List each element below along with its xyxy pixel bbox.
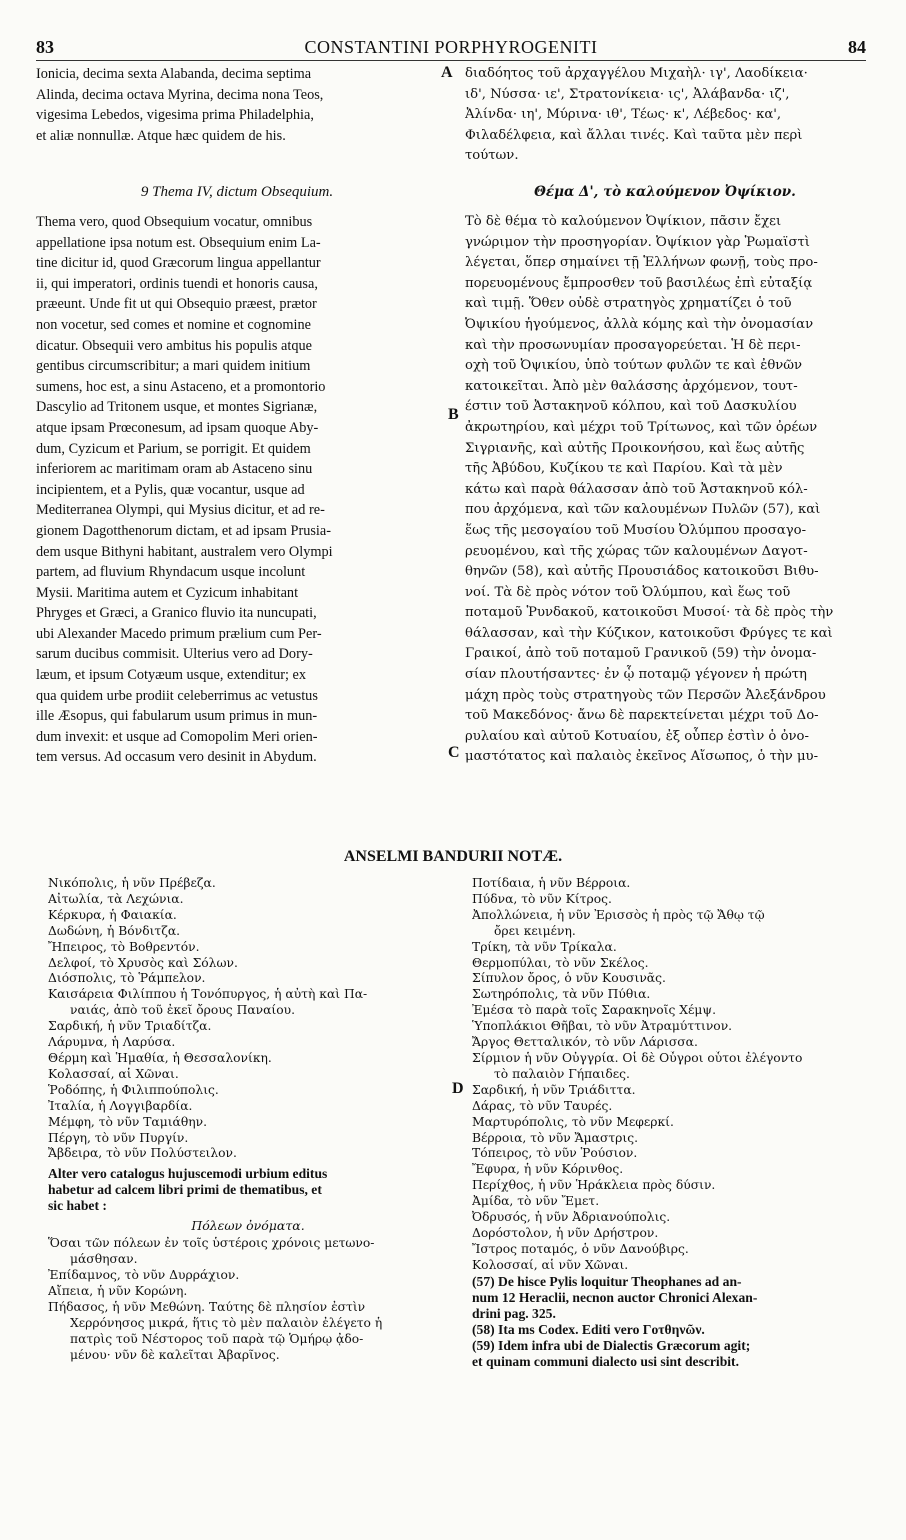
text-line: τὸ παλαιὸν Γήπαιδες. bbox=[494, 1066, 630, 1081]
text-line: Thema vero, quod Obsequium vocatur, omnibus bbox=[36, 214, 313, 230]
text-line: Σαρδική, ἡ νῦν Τριάδιττα. bbox=[472, 1082, 636, 1097]
text-line: Φιλαδέλφεια, καὶ ἄλλαι τινές. Καὶ ταῦτα μὲν περὶ bbox=[465, 127, 803, 143]
text-line: læum, et ipsum Cotyæum usque, extenditur; ex bbox=[36, 667, 307, 684]
text-line: Ἄργος Θετταλικόν, τὸ νῦν Λάρισσα. bbox=[472, 1035, 698, 1050]
text-line: atque ipsam Prœconesum, ad ipsam quoque Aby- bbox=[36, 419, 319, 436]
text-line: Κολασσαί, αἱ Χῶναι. bbox=[48, 1066, 179, 1081]
text-line: tine dicitur id, quod Græcorum lingua appellantur bbox=[36, 255, 321, 272]
margin-letter-d: D bbox=[452, 1080, 464, 1097]
text-line: Κέρκυρα, ἡ Φαιακία. bbox=[48, 907, 177, 922]
text-line: πατρὶς τοῦ Νέστορος τοῦ παρὰ τῷ Ὁμήρῳ ᾀδο- bbox=[70, 1331, 364, 1346]
text-line: ναιάς, ἀπὸ τοῦ ἐκεῖ ὄρους Παναίου. bbox=[70, 1003, 296, 1018]
text-line: Alter vero catalogus hujuscemodi urbium editus bbox=[48, 1166, 328, 1182]
text-line: gentibus circumscribitur; a mari quidem initium bbox=[36, 358, 311, 375]
text-line: inferiorem ac maritimam oram ab Astaceno sinu bbox=[36, 461, 313, 478]
text-line: Δελφοί, τὸ Χρυσὸς καὶ Σόλων. bbox=[48, 955, 238, 970]
text-line: Ἰταλία, ἡ Λογγιβαρδία. bbox=[48, 1098, 193, 1113]
text-line: num 12 Heraclii, necnon auctor Chronici Alexan- bbox=[472, 1289, 758, 1305]
text-line: που ἀρχόμενα, καὶ τῶν καλουμένων Πυλῶν (57), καὶ bbox=[465, 502, 821, 518]
text-line: Σαρδική, ἡ νῦν Τριαδίτζα. bbox=[48, 1019, 212, 1034]
text-line: et aliæ nonnullæ. Atque hæc quidem de his. bbox=[36, 127, 286, 144]
text-line: Πέργη, τὸ νῦν Πυργίν. bbox=[48, 1130, 189, 1145]
text-line: νοί. Τὰ δὲ πρὸς νότον τοῦ Ὀλύμπου, καὶ ἕως τοῦ bbox=[465, 584, 791, 600]
text-line: Ὀδρυσός, ἡ νῦν Ἀδριανούπολις. bbox=[472, 1210, 671, 1225]
text-line: Ἀμίδα, τὸ νῦν Ἔμετ. bbox=[472, 1194, 600, 1209]
text-line: κατοικεῖται. Ἀπὸ μὲν θαλάσσης ἀρχόμενον, τουτ- bbox=[465, 378, 798, 394]
text-line: Ἀπολλώνεια, ἡ νῦν Ἐρισσὸς ἡ πρὸς τῷ Ἄθῳ τῷ bbox=[472, 907, 765, 922]
notes-right-column bbox=[472, 876, 872, 1370]
text-line: Ἐμέσα τὸ παρὰ τοῖς Σαρακηνοῖς Χέμψ. bbox=[472, 1003, 716, 1018]
text-line: dum, Cyzicum et Parium, se porrigit. Et quidem bbox=[36, 440, 311, 457]
text-line: ρευομένου, καὶ τῆς χώρας τῶν καλουμένων Δαγοτ- bbox=[465, 543, 808, 559]
text-line: Αἰτωλία, τὰ Λεχώνια. bbox=[48, 891, 184, 906]
text-line: Αἴπεια, ἡ νῦν Κορώνη. bbox=[48, 1283, 188, 1298]
margin-letter-b: B bbox=[448, 406, 459, 423]
text-line: λέγεται, ὅπερ σημαίνει τῇ Ἑλλήνων φωνῇ, τοὺς προ- bbox=[465, 255, 818, 271]
text-line: Ἀλίνδα· ιη', Μύρινα· ιθ', Τέως· κ', Λέβεδος· κα', bbox=[465, 107, 782, 123]
page-number-right: 84 bbox=[848, 37, 866, 57]
page-number-left: 83 bbox=[36, 37, 54, 57]
text-line: (58) Ita ms Codex. Editi vero Γοτθηνῶν. bbox=[472, 1321, 705, 1337]
notes-subtitle: Πόλεων ὀνόματα. bbox=[191, 1218, 305, 1234]
text-line: ποταμοῦ Ῥυνδακοῦ, κατοικοῦσι Μυσοί· τὰ δὲ πρὸς τὴν bbox=[465, 605, 834, 621]
text-line: Τόπειρος, τὸ νῦν Ῥούσιον. bbox=[472, 1146, 638, 1161]
text-line: ὄρει κειμένη. bbox=[494, 923, 576, 938]
text-line: ρυλαίου καὶ αὐτοῦ Κοτυαίου, ἐξ οὗπερ ἐστὶν ὁ ὀνο- bbox=[465, 728, 809, 744]
text-line: μαστότατος καὶ παλαιὸς ἐκεῖνος Αἴσωπος, ὁ τὴν μυ- bbox=[465, 749, 819, 765]
text-line: ubi Alexander Macedo primum prælium cum Per- bbox=[36, 625, 322, 642]
text-line: έστιν τοῦ Ἀστακηνοῦ κόλπου, καὶ τοῦ Δασκυλίου bbox=[465, 399, 797, 415]
text-line: καὶ τιμῇ. Ὅθεν οὐδὲ στρατηγὸς χρηματίζει ὁ τοῦ bbox=[465, 296, 792, 312]
text-line: Mysii. Maritima autem et Cyzicum inhabitant bbox=[36, 584, 299, 601]
text-line: θηνῶν (58), καὶ αὐτῆς Προυσιάδος κατοικοῦσι Βιθυ- bbox=[465, 564, 819, 580]
text-line: incipientem, et a Pylis, quæ vocantur, usque ad bbox=[36, 481, 305, 498]
text-line: Dascylio ad Tritonem usque, et montes Sigrianæ, bbox=[36, 399, 318, 416]
text-line: Δάρας, τὸ νῦν Ταυρές. bbox=[472, 1098, 613, 1113]
margin-letter-a: A bbox=[441, 64, 453, 81]
text-line: καὶ τὴν προσωνυμίαν προσαγορεύεται. Ἡ δὲ περι- bbox=[465, 337, 801, 353]
text-line: διαδόητος τοῦ ἀρχαγγέλου Μιχαὴλ· ιγ', Λαοδίκεια· bbox=[465, 66, 808, 81]
text-line: sumens, hoc est, a sinu Astaceno, et a promontorio bbox=[36, 378, 326, 395]
text-line: τούτων. bbox=[465, 148, 519, 164]
greek-intro bbox=[465, 64, 865, 167]
text-line: Διόσπολις, τὸ Ῥάμπελον. bbox=[48, 971, 206, 986]
text-line: ιδ', Νύσσα· ιε', Στρατονίκεια· ις', Ἀλάβανδα· ιζ', bbox=[465, 86, 790, 102]
text-line: σίαν πλουτήσαντες· ἐν ᾧ ποταμῷ γέγονεν ἡ πρώτη bbox=[465, 667, 807, 683]
text-line: Ἔφυρα, ἡ νῦν Κόρινθος. bbox=[472, 1162, 624, 1177]
text-line: Καισάρεια Φιλίππου ἡ Τονόπυργος, ἡ αὐτὴ καὶ Πα- bbox=[48, 987, 368, 1002]
text-line: Mediterranea Olympi, qui Mysius dicitur, et ad re- bbox=[36, 502, 325, 519]
text-line: ii, qui imperatori, ordinis tuendi et honoris causa, bbox=[36, 275, 318, 292]
text-line: Μαρτυρόπολις, τὸ νῦν Μεφερκί. bbox=[472, 1114, 674, 1129]
text-line: Ὅσαι τῶν πόλεων ἐν τοῖς ὑστέροις χρόνοις μετωνο- bbox=[48, 1236, 375, 1251]
latin-body bbox=[36, 212, 438, 768]
text-line: dum invexit: et usque ad Comopolim Meri orien- bbox=[36, 728, 318, 745]
text-line: Θερμοπύλαι, τὸ νῦν Σκέλος. bbox=[472, 955, 649, 970]
text-line: μάσθησαν. bbox=[70, 1252, 138, 1267]
text-line: οχὴ τοῦ Ὀψικίου, ὑπὸ τούτων φυλῶν τε καὶ ἐθνῶν bbox=[465, 358, 803, 374]
text-line: tem versus. Ad occasum vero desinit in Abydum. bbox=[36, 749, 317, 766]
text-line: ille Æsopus, qui fabularum usum primus in mun- bbox=[36, 708, 318, 725]
text-line: Τρίκη, τὰ νῦν Τρίκαλα. bbox=[472, 939, 617, 954]
notes-title: ANSELMI BANDURII NOTÆ. bbox=[343, 848, 563, 865]
text-line: non vocetur, sed comes et nomine et cognomine bbox=[36, 316, 311, 333]
text-line: κάτω καὶ παρὰ θάλασσαν ἀπὸ τοῦ Ἀστακηνοῦ κόλ- bbox=[465, 481, 808, 497]
text-line: ἀκρωτηρίου, καὶ μέχρι τοῦ Τρίτωνος, καὶ τῶν ὀρέων bbox=[465, 419, 818, 435]
text-line: sic habet : bbox=[48, 1198, 107, 1214]
greek-section-heading: Θέμα Δ', τὸ καλούμενον Ὀψίκιον. bbox=[534, 184, 796, 200]
text-line: Πήδασος, ἡ νῦν Μεθώνη. Ταύτης δὲ πλησίον ἐστὶν bbox=[48, 1299, 366, 1314]
text-line: τοῦ Μακεδόνος· ἄνω δὲ παρεκτείνεται μέχρι τοῦ Δο- bbox=[465, 708, 819, 724]
text-line: Ἤπειρος, τὸ Βοθρεντόν. bbox=[48, 939, 200, 954]
text-line: Ἄβδειρα, τὸ νῦν Πολύστειλον. bbox=[48, 1146, 237, 1161]
text-line: Δορόστολον, ἡ νῦν Δρήστρον. bbox=[472, 1225, 659, 1240]
text-line: sarum ducibus commisit. Ulterius vero ad Dory- bbox=[36, 646, 313, 663]
text-line: γνώριμον τὴν προσηγορίαν. Ὀψίκιον γὰρ Ῥωμαϊστὶ bbox=[465, 234, 810, 250]
text-line: (59) Idem infra ubi de Dialectis Græcorum agit; bbox=[472, 1337, 751, 1353]
text-line: gionem Dagotthenorum dictam, et ad ipsam Prusia- bbox=[36, 522, 332, 539]
text-line: τῆς Ἀβύδου, Κυζίκου τε καὶ Παρίου. Καὶ τὰ μὲν bbox=[465, 461, 783, 477]
text-line: Περίχθος, ἡ νῦν Ἡράκλεια πρὸς δύσιν. bbox=[472, 1178, 716, 1193]
text-line: Τὸ δὲ θέμα τὸ καλούμενον Ὀψίκιον, πᾶσιν ἔχει bbox=[465, 214, 782, 229]
text-line: qua quidem urbe prodiit celeberrimus ac vetustus bbox=[36, 687, 318, 704]
text-line: Θέρμη καὶ Ἡμαθία, ἡ Θεσσαλονίκη. bbox=[48, 1050, 272, 1065]
text-line: Ῥοδόπης, ἡ Φιλιππούπολις. bbox=[48, 1082, 219, 1097]
latin-intro bbox=[36, 64, 438, 146]
text-line: Κολοσσαί, αἱ νῦν Χῶναι. bbox=[472, 1257, 629, 1272]
text-line: Phryges et Græci, a Granico fluvio ita nuncupati, bbox=[36, 605, 317, 622]
text-line: Σωτηρόπολις, τὰ νῦν Πύθια. bbox=[472, 987, 651, 1002]
running-title: CONSTANTINI PORPHYROGENITI bbox=[304, 37, 598, 57]
text-line: Ionicia, decima sexta Alabanda, decima septima bbox=[36, 66, 312, 82]
margin-letter-c: C bbox=[448, 744, 460, 761]
text-line: Σίπυλον ὄρος, ὁ νῦν Κουσινᾶς. bbox=[472, 971, 666, 986]
text-line: et quinam communi dialecto usi sint describit. bbox=[472, 1353, 739, 1369]
text-line: Ὑποπλάκιοι Θῆβαι, τὸ νῦν Ἀτραμύττινον. bbox=[472, 1019, 733, 1034]
running-header bbox=[36, 36, 866, 61]
text-line: Χερρόνησος μικρά, ἥτις τὸ μὲν παλαιὸν ἐλέγετο ἡ bbox=[70, 1315, 383, 1330]
text-line: appellatione ipsa notum est. Obsequium enim La- bbox=[36, 234, 321, 251]
text-line: præeunt. Unde fit ut qui Obsequio præest, prætor bbox=[36, 296, 317, 313]
text-line: Νικόπολις, ἡ νῦν Πρέβεζα. bbox=[48, 876, 216, 890]
text-line: Σίρμιον ἡ νῦν Οὐγγρία. Οἱ δὲ Οὖγροι οὗτοι ἐλέγοντο bbox=[472, 1050, 803, 1065]
text-line: habetur ad calcem libri primi de thematibus, et bbox=[48, 1182, 322, 1198]
text-line: Βέρροια, τὸ νῦν Ἄμαστρις. bbox=[472, 1130, 639, 1145]
text-line: vigesima Lebedos, vigesima prima Philadelphia, bbox=[36, 107, 314, 124]
text-line: Δωδώνη, ἡ Βόνδιτζα. bbox=[48, 923, 181, 938]
greek-body bbox=[465, 212, 865, 768]
text-line: Ἐπίδαμνος, τὸ νῦν Δυρράχιον. bbox=[48, 1268, 240, 1283]
text-line: Ποτίδαια, ἡ νῦν Βέρροια. bbox=[472, 876, 631, 890]
text-line: dem usque Bithyni habitant, australem vero Olympi bbox=[36, 543, 333, 560]
text-line: Πύδνα, τὸ νῦν Κίτρος. bbox=[472, 891, 612, 906]
text-line: πορευομένους ἔμπροσθεν τοῦ βασιλέως ἐπὶ εὐταξίᾳ bbox=[465, 275, 813, 291]
text-line: Ἴστρος ποταμός, ὁ νῦν Δανούβιρς. bbox=[472, 1241, 689, 1256]
text-line: Λάρυμνα, ἡ Λαρύσα. bbox=[48, 1035, 176, 1050]
text-line: μάχη πρὸς τοὺς στρατηγοὺς τῶν Περσῶν Ἀλεξάνδρου bbox=[465, 687, 826, 703]
notes-left-column bbox=[48, 876, 448, 1363]
text-line: dicatur. Obsequii vero ambitus his populis atque bbox=[36, 337, 312, 354]
latin-section-heading: 9 Thema IV, dictum Obsequium. bbox=[140, 184, 334, 200]
text-line: Μέμφη, τὸ νῦν Ταμιάθην. bbox=[48, 1114, 207, 1129]
text-line: partem, ad fluvium Rhyndacum usque incolunt bbox=[36, 564, 306, 581]
text-line: μένου· νῦν δὲ καλεῖται Ἀβαρῖνος. bbox=[70, 1347, 280, 1362]
text-line: Alinda, decima octava Myrina, decima nona Teos, bbox=[36, 86, 324, 103]
text-line: (57) De hisce Pylis loquitur Theophanes ad an- bbox=[472, 1273, 742, 1289]
text-line: drini pag. 325. bbox=[472, 1305, 556, 1321]
text-line: Γραικοί, ἀπὸ τοῦ ποταμοῦ Γρανικοῦ (59) τὴν ὀνομα- bbox=[465, 646, 817, 662]
text-line: Ὀψικίου ἡγούμενος, ἀλλὰ κόμης καὶ τὴν ὀνομασίαν bbox=[465, 316, 814, 332]
text-line: Σιγριανῆς, καὶ αὐτῆς Προικονήσου, καὶ ἕως αὐτῆς bbox=[465, 440, 805, 456]
text-line: θάλασσαν, καὶ τὴν Κύζικον, κατοικοῦσι Φρύγες τε καὶ bbox=[465, 625, 833, 641]
text-line: ἕως τῆς μεσογαίου τοῦ Μυσίου Ὀλύμπου προσαγο- bbox=[465, 522, 807, 538]
